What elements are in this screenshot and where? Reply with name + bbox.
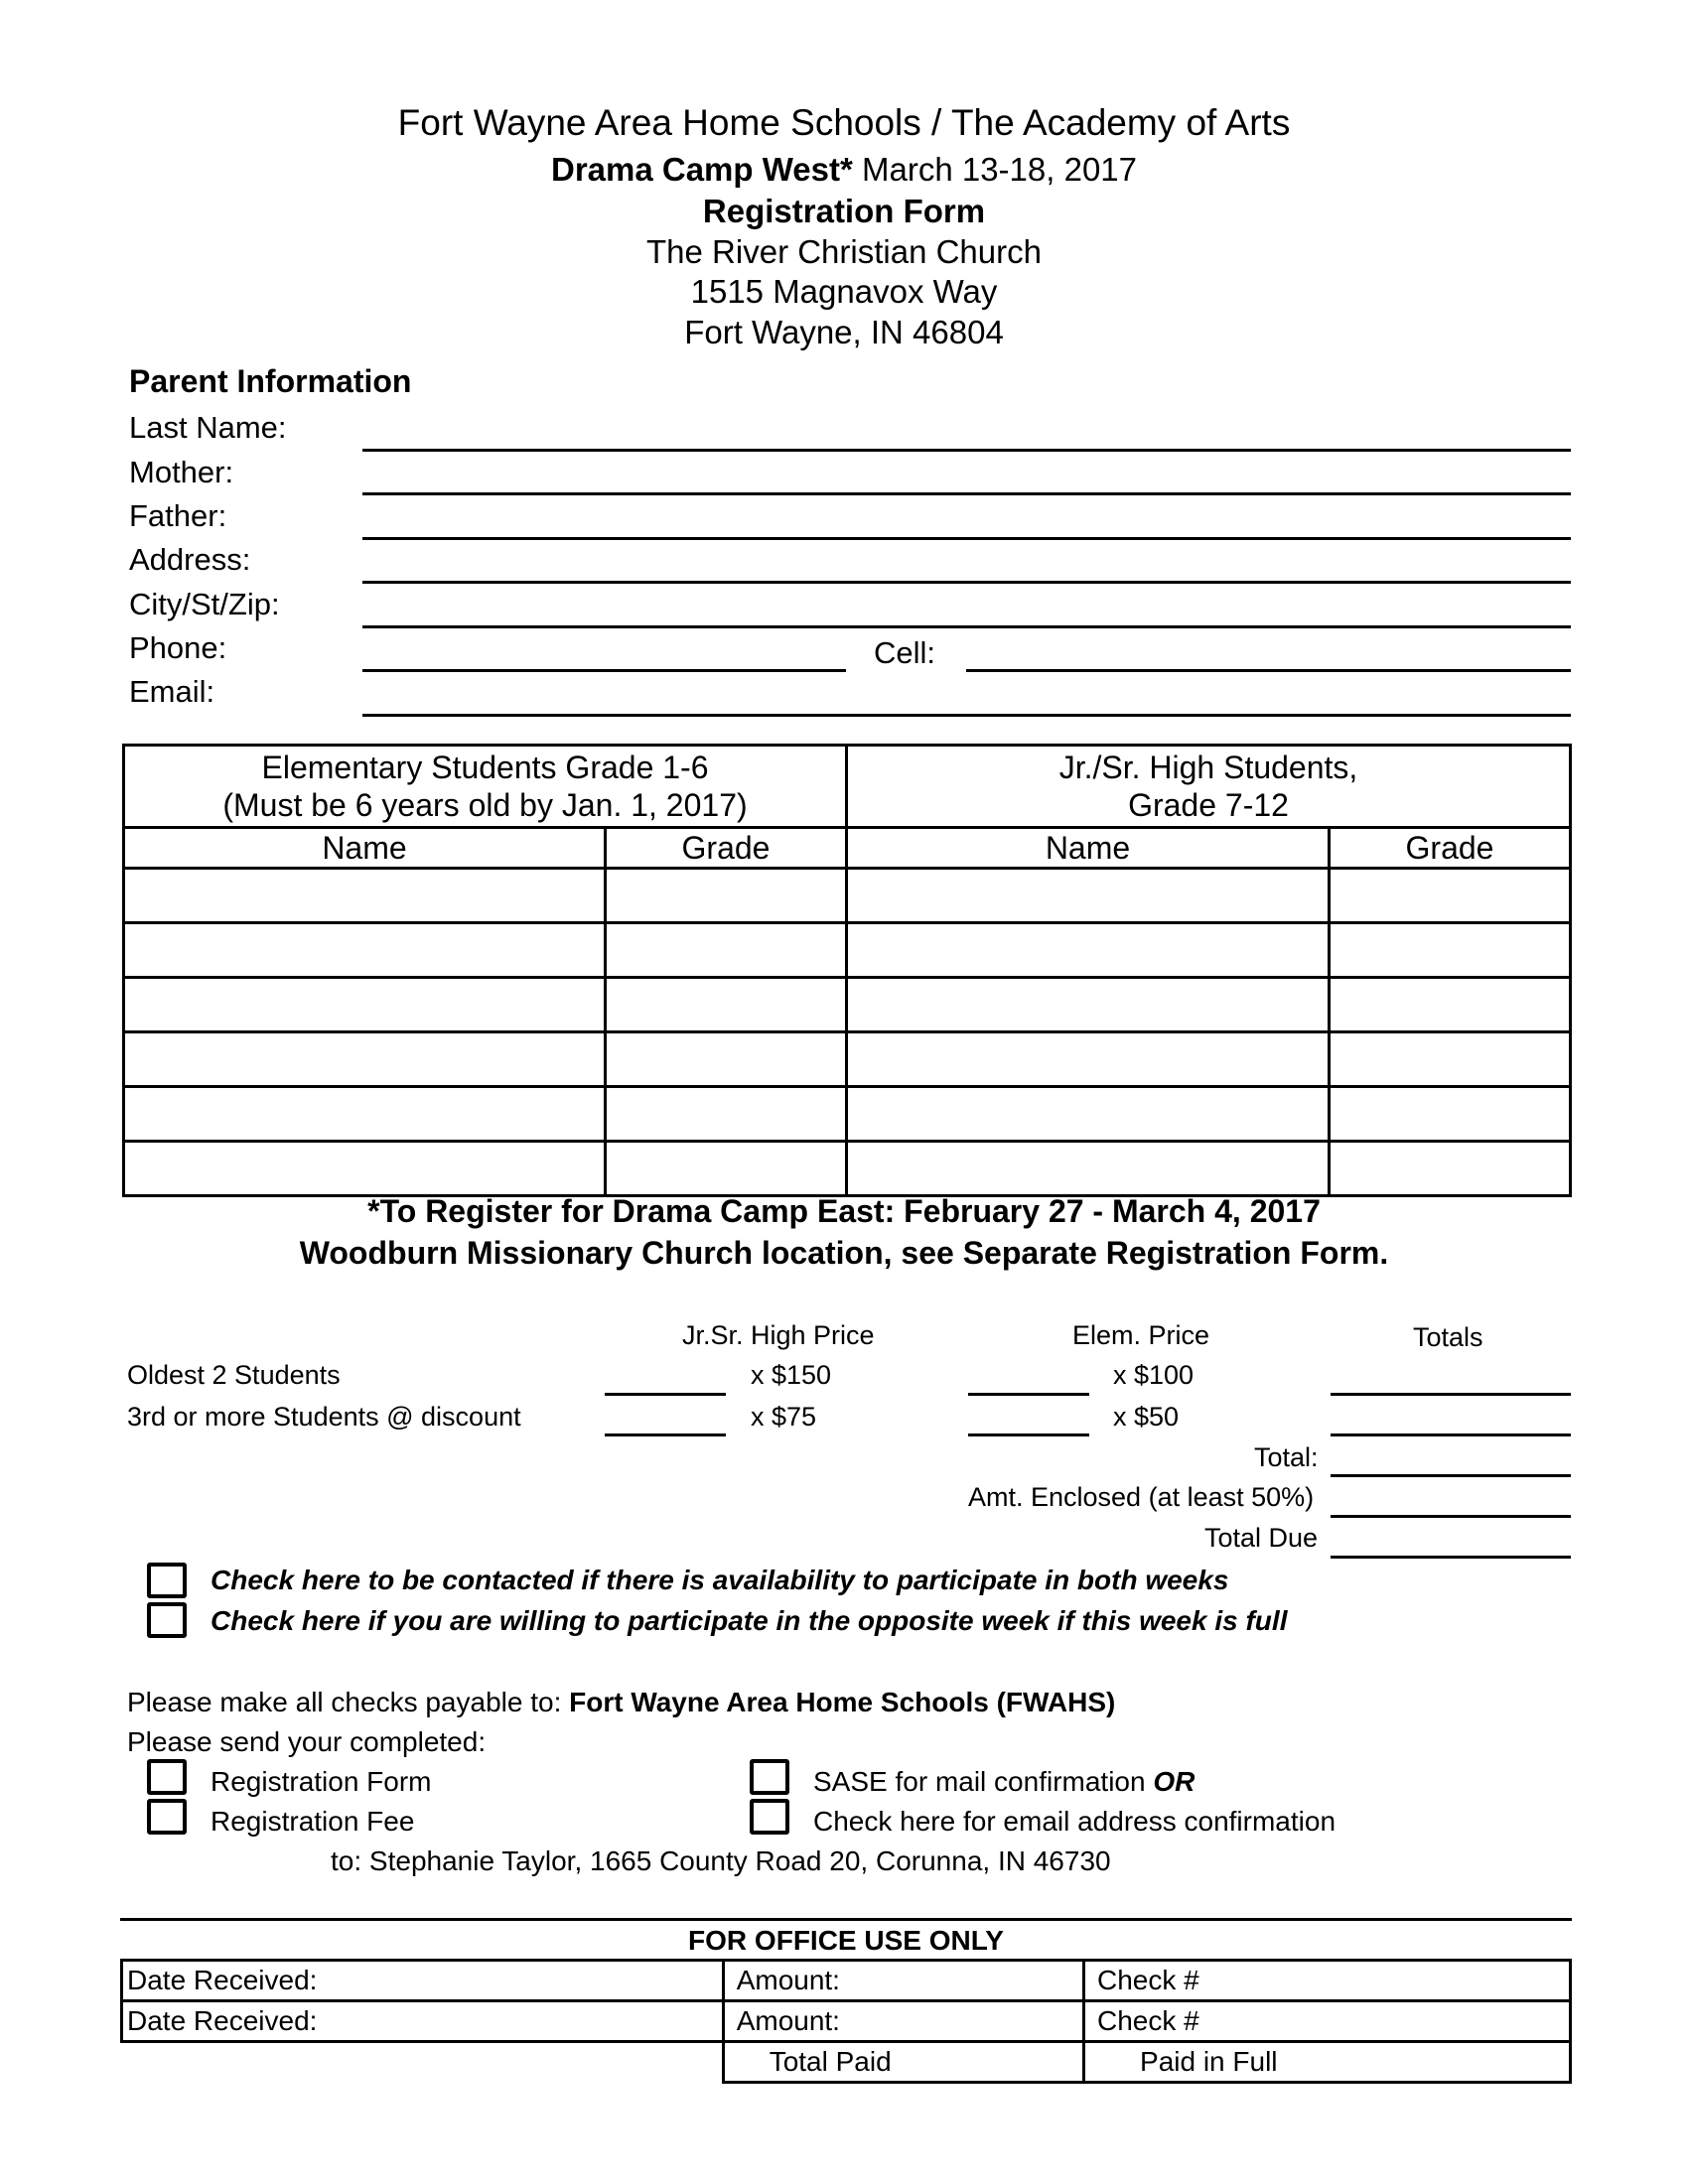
registration-form-label: Registration Form xyxy=(211,1766,432,1797)
elem-grade-cell[interactable] xyxy=(606,1087,847,1142)
payable-line xyxy=(127,1687,1115,1718)
elem-grade-cell[interactable] xyxy=(606,1032,847,1087)
high-grade-cell[interactable] xyxy=(1330,1087,1571,1142)
venue-street: 1515 Magnavox Way xyxy=(690,273,998,310)
mother-field[interactable] xyxy=(362,492,1571,495)
office-total-paid[interactable]: Total Paid xyxy=(723,2042,1083,2083)
elementary-header-line2: (Must be 6 years old by Jan. 1, 2017) xyxy=(222,787,748,823)
parent-section-title: Parent Information xyxy=(129,363,412,399)
elem-oldest-count-field[interactable] xyxy=(968,1393,1089,1396)
student-row xyxy=(124,869,1571,923)
high-school-header-line2: Grade 7-12 xyxy=(1128,787,1289,823)
address-label: Address: xyxy=(129,542,251,577)
jr-price-header: Jr.Sr. High Price xyxy=(682,1320,875,1350)
sase-label: SASE for mail confirmation xyxy=(813,1766,1154,1797)
organization-title: Fort Wayne Area Home Schools / The Academy of Arts xyxy=(397,102,1291,143)
send-intro: Please send your completed: xyxy=(127,1726,487,1757)
oldest-students-label: Oldest 2 Students xyxy=(127,1360,341,1390)
east-camp-location-notice: Woodburn Missionary Church location, see Separate Registration Form. xyxy=(299,1235,1389,1271)
office-amount-2[interactable]: Amount: xyxy=(723,2001,1083,2042)
phone-label: Phone: xyxy=(129,630,227,665)
discount-total-field[interactable] xyxy=(1331,1433,1571,1436)
elem-grade-cell[interactable] xyxy=(606,978,847,1032)
city-st-zip-field[interactable] xyxy=(362,625,1571,628)
high-grade-cell[interactable] xyxy=(1330,1142,1571,1196)
high-school-header xyxy=(847,746,1571,828)
student-row xyxy=(124,1142,1571,1196)
totals-header: Totals xyxy=(1413,1322,1483,1352)
high-name-cell[interactable] xyxy=(847,923,1330,978)
elem-price-header: Elem. Price xyxy=(1072,1320,1210,1350)
payable-prefix: Please make all checks payable to: xyxy=(127,1687,570,1717)
both-weeks-checkbox[interactable] xyxy=(147,1563,187,1598)
father-field[interactable] xyxy=(362,537,1571,540)
high-grade-header: Grade xyxy=(1330,828,1571,869)
elem-grade-cell[interactable] xyxy=(606,923,847,978)
high-grade-cell[interactable] xyxy=(1330,1032,1571,1087)
student-row xyxy=(124,978,1571,1032)
office-table xyxy=(120,1959,1572,2084)
high-grade-cell[interactable] xyxy=(1330,923,1571,978)
camp-title xyxy=(0,151,1688,189)
high-grade-cell[interactable] xyxy=(1330,978,1571,1032)
office-amount-1[interactable]: Amount: xyxy=(723,1961,1083,2001)
elem-name-cell[interactable] xyxy=(124,869,606,923)
student-row xyxy=(124,1087,1571,1142)
camp-dates: March 13-18, 2017 xyxy=(852,151,1137,188)
east-camp-notice: *To Register for Drama Camp East: February 27 - March 4, 2017 xyxy=(367,1193,1321,1229)
email-field[interactable] xyxy=(362,714,1571,717)
mailing-address: to: Stephanie Taylor, 1665 County Road 20, Corunna, IN 46730 xyxy=(331,1845,1111,1876)
office-divider xyxy=(120,1918,1572,1921)
high-school-header-line1: Jr./Sr. High Students, xyxy=(1058,750,1358,785)
camp-name: Drama Camp West* xyxy=(550,151,853,188)
venue-name: The River Christian Church xyxy=(646,233,1042,270)
last-name-field[interactable] xyxy=(362,449,1571,452)
city-st-zip-label: City/St/Zip: xyxy=(129,587,280,621)
opposite-week-label: Check here if you are willing to participate in the opposite week if this week is full xyxy=(211,1605,1288,1636)
total-due-label: Total Due xyxy=(1204,1523,1319,1553)
student-row xyxy=(124,923,1571,978)
total-label: Total: xyxy=(1254,1442,1319,1472)
elementary-header xyxy=(124,746,847,828)
elem-grade-header: Grade xyxy=(606,828,847,869)
elem-discount-price: x $50 xyxy=(1113,1402,1180,1432)
elem-grade-cell[interactable] xyxy=(606,869,847,923)
mother-label: Mother: xyxy=(129,455,234,489)
cell-label: Cell: xyxy=(874,635,936,670)
office-paid-in-full[interactable]: Paid in Full xyxy=(1084,2042,1571,2083)
elem-name-cell[interactable] xyxy=(124,1142,606,1196)
elem-name-cell[interactable] xyxy=(124,923,606,978)
amount-enclosed-label: Amt. Enclosed (at least 50%) xyxy=(968,1482,1315,1512)
oldest-total-field[interactable] xyxy=(1331,1393,1571,1396)
elem-name-cell[interactable] xyxy=(124,1032,606,1087)
elem-name-cell[interactable] xyxy=(124,978,606,1032)
office-use-title: FOR OFFICE USE ONLY xyxy=(688,1925,1004,1956)
email-label: Email: xyxy=(129,674,215,709)
office-empty-cell xyxy=(122,2042,724,2083)
high-name-cell[interactable] xyxy=(847,1032,1330,1087)
high-name-cell[interactable] xyxy=(847,869,1330,923)
phone-field[interactable] xyxy=(362,669,846,672)
address-field[interactable] xyxy=(362,581,1571,584)
total-field[interactable] xyxy=(1331,1474,1571,1477)
payable-to: Fort Wayne Area Home Schools (FWAHS) xyxy=(569,1687,1116,1717)
office-check-no-2[interactable]: Check # xyxy=(1084,2001,1571,2042)
elementary-header-line1: Elementary Students Grade 1-6 xyxy=(261,750,709,785)
high-grade-cell[interactable] xyxy=(1330,869,1571,923)
form-title: Registration Form xyxy=(702,193,986,229)
opposite-week-checkbox[interactable] xyxy=(147,1602,187,1638)
office-check-no-1[interactable]: Check # xyxy=(1084,1961,1571,2001)
jr-discount-price: x $75 xyxy=(751,1402,817,1432)
jr-discount-count-field[interactable] xyxy=(605,1433,726,1436)
venue-city: Fort Wayne, IN 46804 xyxy=(684,314,1004,350)
amount-enclosed-field[interactable] xyxy=(1331,1515,1571,1518)
sase-line xyxy=(813,1766,1195,1798)
high-name-cell[interactable] xyxy=(847,1142,1330,1196)
discount-students-label: 3rd or more Students @ discount xyxy=(127,1402,521,1432)
father-label: Father: xyxy=(129,498,227,533)
office-date-received-2[interactable]: Date Received: xyxy=(122,2001,724,2042)
jr-oldest-price: x $150 xyxy=(751,1360,832,1390)
sase-checkbox[interactable] xyxy=(750,1759,789,1795)
email-confirm-label: Check here for email address confirmation xyxy=(813,1806,1336,1837)
registration-fee-checkbox[interactable] xyxy=(147,1799,187,1835)
elem-name-cell[interactable] xyxy=(124,1087,606,1142)
cell-field[interactable] xyxy=(966,669,1571,672)
elem-grade-cell[interactable] xyxy=(606,1142,847,1196)
office-date-received-1[interactable]: Date Received: xyxy=(122,1961,724,2001)
students-table xyxy=(122,744,1572,1197)
sase-or: OR xyxy=(1153,1766,1196,1797)
total-due-field[interactable] xyxy=(1331,1556,1571,1559)
registration-fee-label: Registration Fee xyxy=(211,1806,415,1837)
elem-oldest-price: x $100 xyxy=(1113,1360,1195,1390)
high-name-header: Name xyxy=(847,828,1330,869)
jr-oldest-count-field[interactable] xyxy=(605,1393,726,1396)
high-name-cell[interactable] xyxy=(847,978,1330,1032)
elem-discount-count-field[interactable] xyxy=(968,1433,1089,1436)
both-weeks-label: Check here to be contacted if there is availability to participate in both weeks xyxy=(211,1565,1229,1595)
high-name-cell[interactable] xyxy=(847,1087,1330,1142)
student-row xyxy=(124,1032,1571,1087)
email-confirm-checkbox[interactable] xyxy=(750,1799,789,1835)
last-name-label: Last Name: xyxy=(129,410,287,445)
elem-name-header: Name xyxy=(124,828,606,869)
registration-form-checkbox[interactable] xyxy=(147,1759,187,1795)
